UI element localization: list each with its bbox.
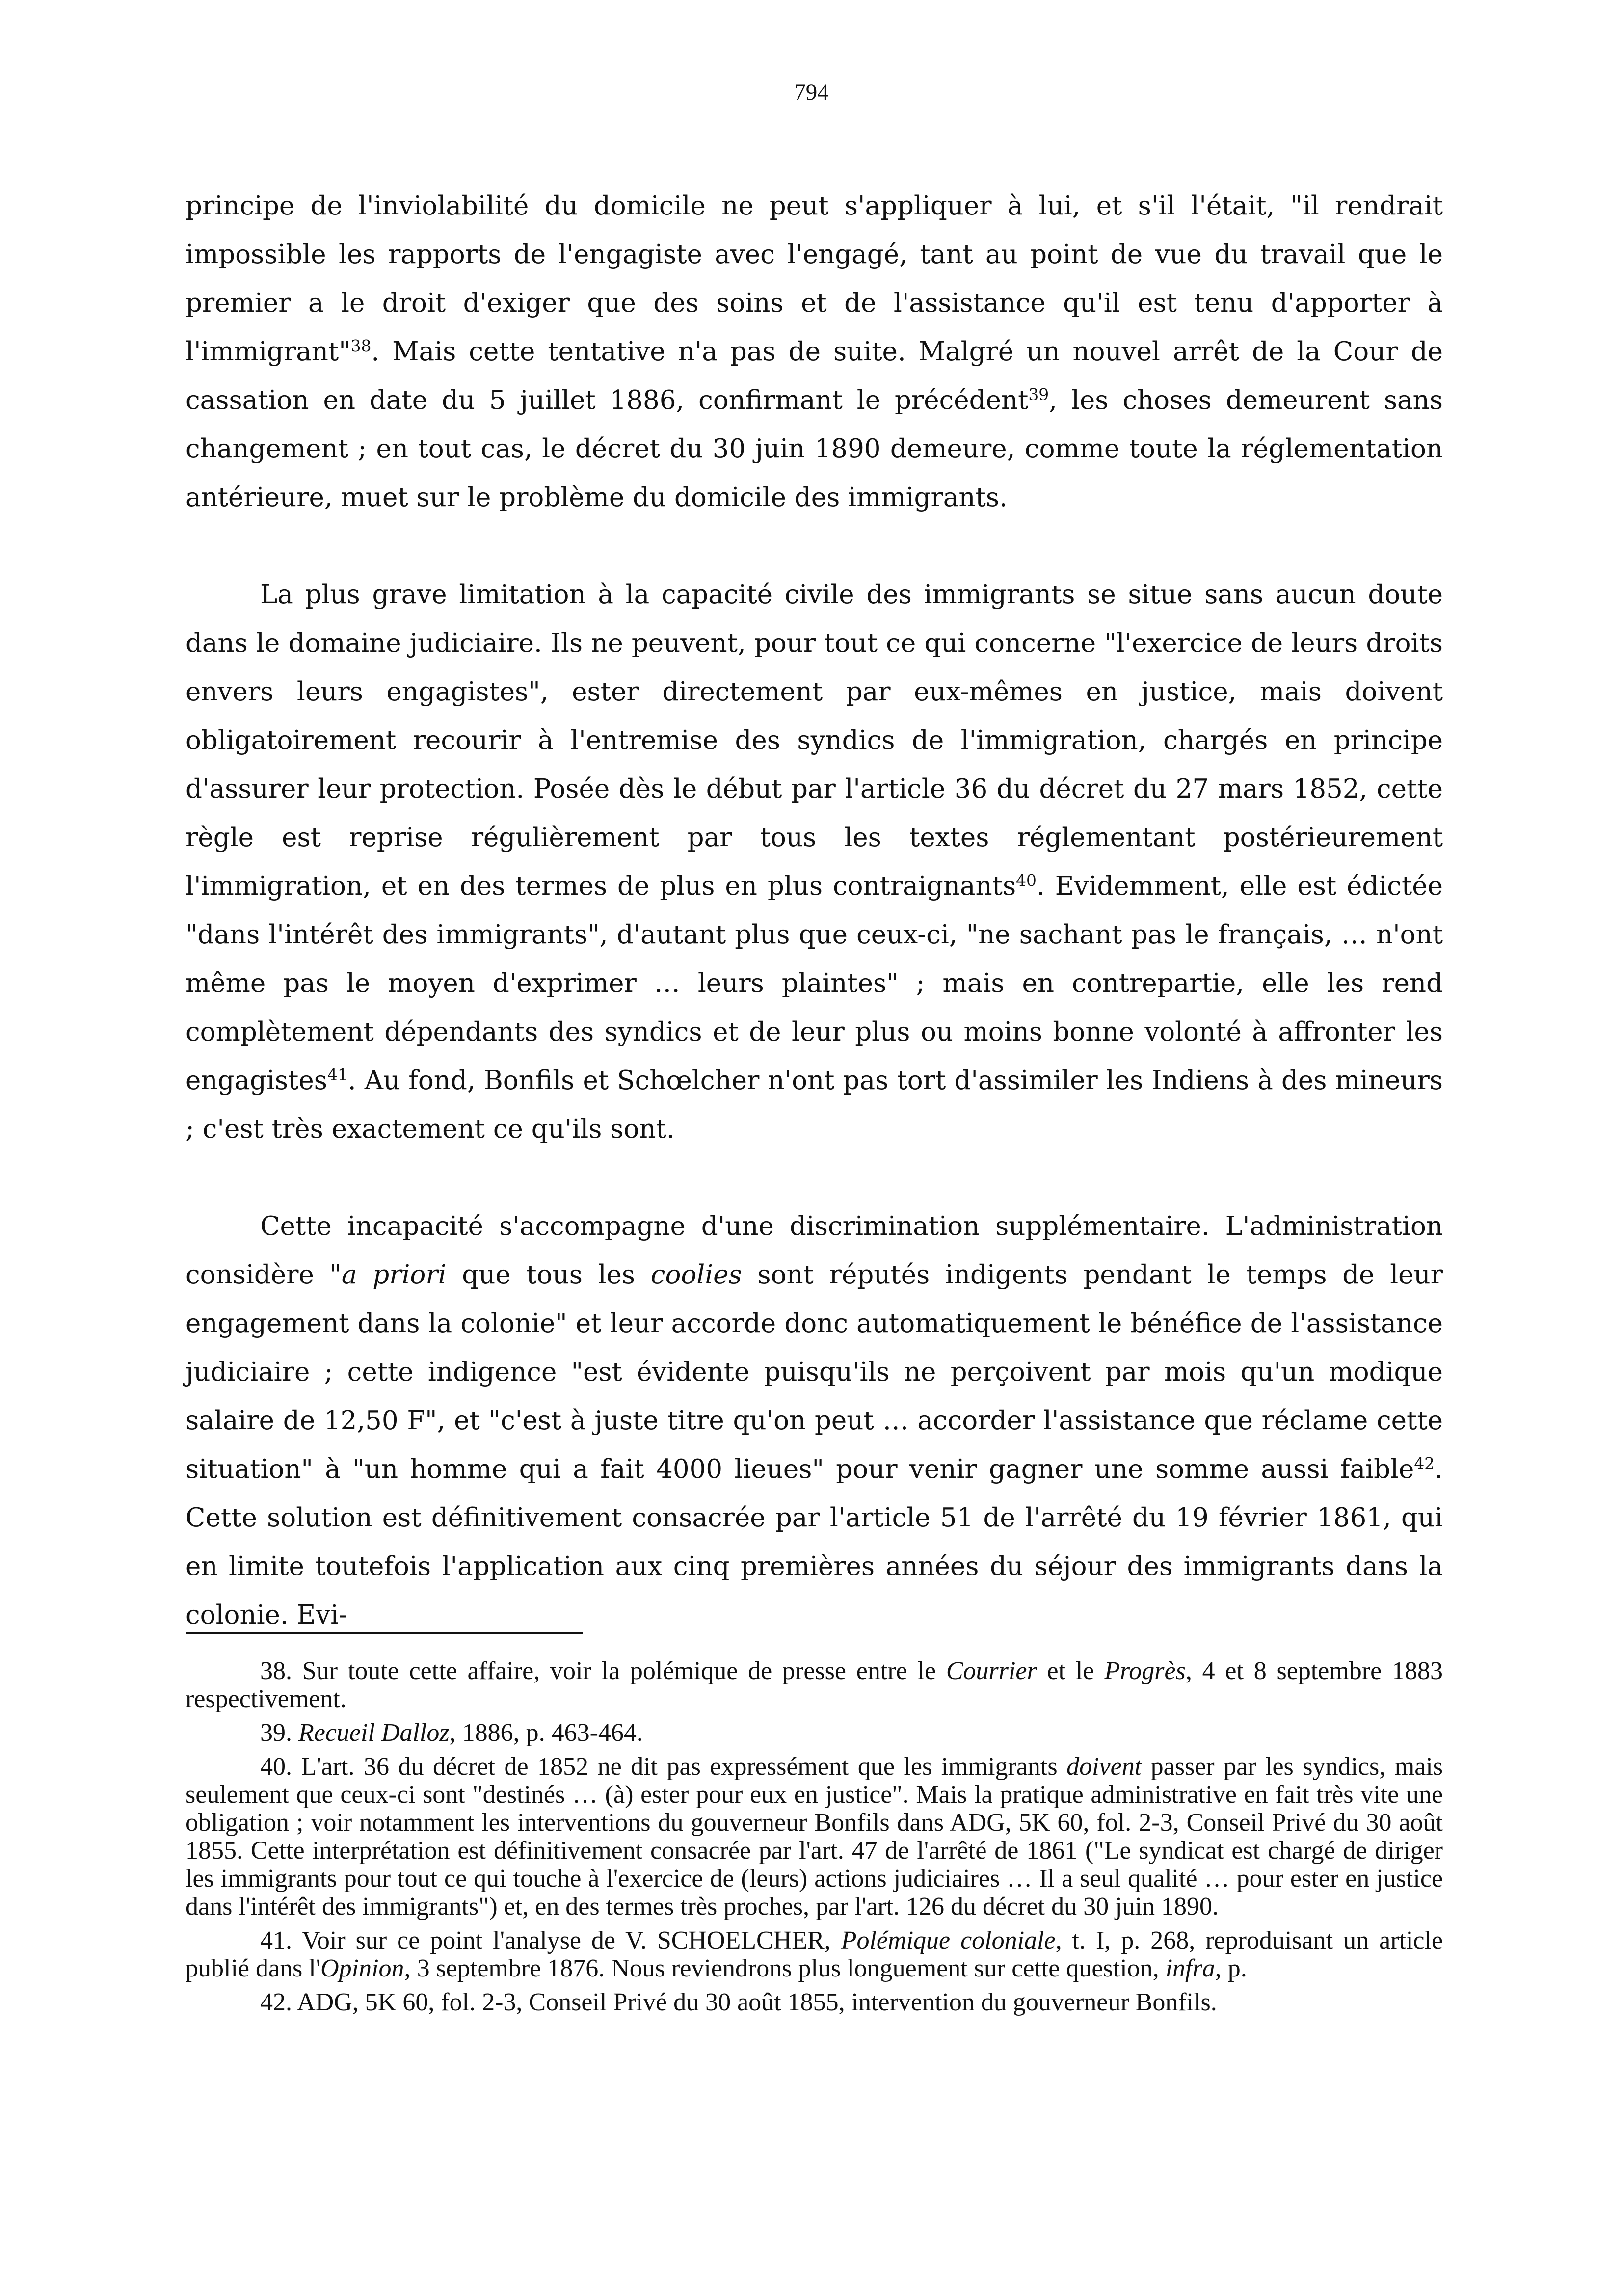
paragraph-1-text-a: principe de l'inviolabilité du domicile ne peut s'appliquer à lui, et s'il l'était, "il rendrait impossible les rapports de l'engagiste avec l'engagé, tant au point de vue du travail que le premier a le droit d'exiger que des soins et de l'assistance qu'il est tenu d'apporter à l'immigrant" bbox=[186, 191, 1443, 367]
footnote-40-italic-doivent: doivent bbox=[1066, 1753, 1142, 1781]
footnote-40-text-b: passer par les syndics, mais seulement que ceux-ci sont "destinés … (à) ester pour eux en justice". Mais la pratique administrative en fait très vite une obligation ; voir notamment les interventions du gouverneur Bonfils dans ADG, 5K 60, fol. 2-3, Conseil Privé du 30 août 1855. Cette interprétation est définitivement consacrée par l'art. 47 de l'arrêté de 1861 ("Le syndicat est chargé de diriger les immigrants pour tout ce qui touche à l'exercice de (leurs) actions judiciaires … Il a seul qualité … pour ester en justice dans l'intérêt des immigrants") et, en des termes très proches, par l'art. 126 du décret du 30 juin 1890. bbox=[186, 1753, 1443, 1921]
paragraph-3-text-c: sont réputés indigents pendant le temps de leur engagement dans la colonie" et leur accorde donc automatiquement le bénéfice de l'assistance judiciaire ; cette indigence "est évidente puisqu'ils ne perçoivent par mois qu'un modique salaire de 12,50 F", et "c'est à juste titre qu'on peut … accorder l'assistance que réclame cette situation" à "un homme qui a fait 4000 lieues" pour venir gagner une somme aussi faible bbox=[186, 1260, 1443, 1484]
paragraph-3 bbox=[186, 1202, 1443, 1639]
footnote-ref-40[interactable]: 40 bbox=[1016, 870, 1037, 890]
footnote-ref-39[interactable]: 39 bbox=[1028, 384, 1049, 404]
footnote-41-italic-polemique: Polémique coloniale bbox=[841, 1926, 1056, 1954]
paragraph-2-text-b: . Evidemment, elle est édictée "dans l'intérêt des immigrants", d'autant plus que ceux-ci, "ne sachant pas le français, … n'ont même pas le moyen d'exprimer … leurs plaintes" ; mais en contrepartie, elle les rend complètement dépendants des syndics et de leur plus ou moins bonne volonté à affronter les engagistes bbox=[186, 871, 1443, 1095]
paragraph-1-text-b: . Mais cette tentative n'a pas de suite. Malgré un nouvel arrêt de la Cour de cassation en date du 5 juillet 1886, confirmant le précédent bbox=[186, 337, 1443, 415]
paragraph-1 bbox=[186, 182, 1443, 522]
footnote-39-italic-recueil: Recueil Dalloz bbox=[298, 1719, 450, 1747]
footnote-ref-38[interactable]: 38 bbox=[350, 336, 372, 355]
footnote-38-text-c: , 4 et 8 septembre 1883 respectivement. bbox=[186, 1657, 1443, 1713]
footnote-separator bbox=[186, 1632, 583, 1634]
footnote-40 bbox=[186, 1753, 1443, 1921]
footnote-41-text-b: , t. I, p. 268, reproduisant un article publié dans l' bbox=[186, 1926, 1443, 1982]
paragraph-2-text-c: . Au fond, Bonfils et Schœlcher n'ont pas tort d'assimiler les Indiens à des mineurs ; c'est très exactement ce qu'ils sont. bbox=[186, 1066, 1443, 1144]
footnote-41-text-d: , p. bbox=[1215, 1954, 1247, 1982]
footnote-39 bbox=[186, 1719, 1443, 1747]
footnote-38-text-a: 38. Sur toute cette affaire, voir la polémique de presse entre le bbox=[260, 1657, 946, 1685]
footnote-38-text-b: et le bbox=[1037, 1657, 1105, 1685]
footnote-41 bbox=[186, 1926, 1443, 1982]
footnote-39-text-b: , 1886, p. 463-464. bbox=[449, 1719, 643, 1747]
paragraph-1-text-c: , les choses demeurent sans changement ; en tout cas, le décret du 30 juin 1890 demeure, comme toute la réglementation antérieure, muet sur le problème du domicile des immigrants. bbox=[186, 385, 1443, 512]
footnote-40-text-a: 40. L'art. 36 du décret de 1852 ne dit pas expressément que les immigrants bbox=[260, 1753, 1067, 1781]
paragraph-3-text-d: . Cette solution est définitivement consacrée par l'article 51 de l'arrêté du 19 février 1861, qui en limite toutefois l'application aux cinq premières années du séjour des immigrants dans la colonie. Evi- bbox=[186, 1454, 1443, 1630]
paragraph-2-text-a: La plus grave limitation à la capacité civile des immigrants se situe sans aucun doute dans le domaine judiciaire. Ils ne peuvent, pour tout ce qui concerne "l'exercice de leurs droits envers leurs engagistes", ester directement par eux-mêmes en justice, mais doivent obligatoirement recourir à l'entremise des syndics de l'immigration, chargés en principe d'assurer leur protection. Posée dès le début par l'article 36 du décret du 27 mars 1852, cette règle est reprise régulièrement par tous les textes réglementant postérieurement l'immigration, et en des termes de plus en plus contraignants bbox=[186, 580, 1443, 901]
footnote-42-text-a: 42. ADG, 5K 60, fol. 2-3, Conseil Privé du 30 août 1855, intervention du gouverneur Bonfils. bbox=[260, 1988, 1217, 2016]
page-number: 794 bbox=[794, 80, 829, 105]
footnote-38-italic-progres: Progrès bbox=[1104, 1657, 1186, 1685]
footnote-ref-42[interactable]: 42 bbox=[1414, 1453, 1435, 1473]
footnote-41-text-c: , 3 septembre 1876. Nous reviendrons plus longuement sur cette question, bbox=[404, 1954, 1166, 1982]
body-text bbox=[186, 182, 1443, 1639]
paragraph-2 bbox=[186, 570, 1443, 1153]
footnote-38 bbox=[186, 1657, 1443, 1713]
paragraph-3-italic-coolies: coolies bbox=[650, 1260, 742, 1290]
footnote-39-text-a: 39. bbox=[260, 1719, 298, 1747]
footnote-41-text-a: 41. Voir sur ce point l'analyse de V. SCHOELCHER, bbox=[260, 1926, 841, 1954]
paragraph-3-text-a: Cette incapacité s'accompagne d'une discrimination supplémentaire. L'administration considère " bbox=[186, 1211, 1443, 1290]
footnote-38-italic-courrier: Courrier bbox=[946, 1657, 1037, 1685]
paragraph-3-text-b: que tous les bbox=[446, 1260, 651, 1290]
footnote-42 bbox=[186, 1988, 1443, 2016]
footnote-41-italic-infra: infra bbox=[1165, 1954, 1215, 1982]
footnote-41-italic-opinion: Opinion bbox=[320, 1954, 404, 1982]
footnote-ref-41[interactable]: 41 bbox=[327, 1065, 348, 1084]
footnotes bbox=[186, 1657, 1443, 2022]
paragraph-3-italic-a-priori: a priori bbox=[341, 1260, 447, 1290]
